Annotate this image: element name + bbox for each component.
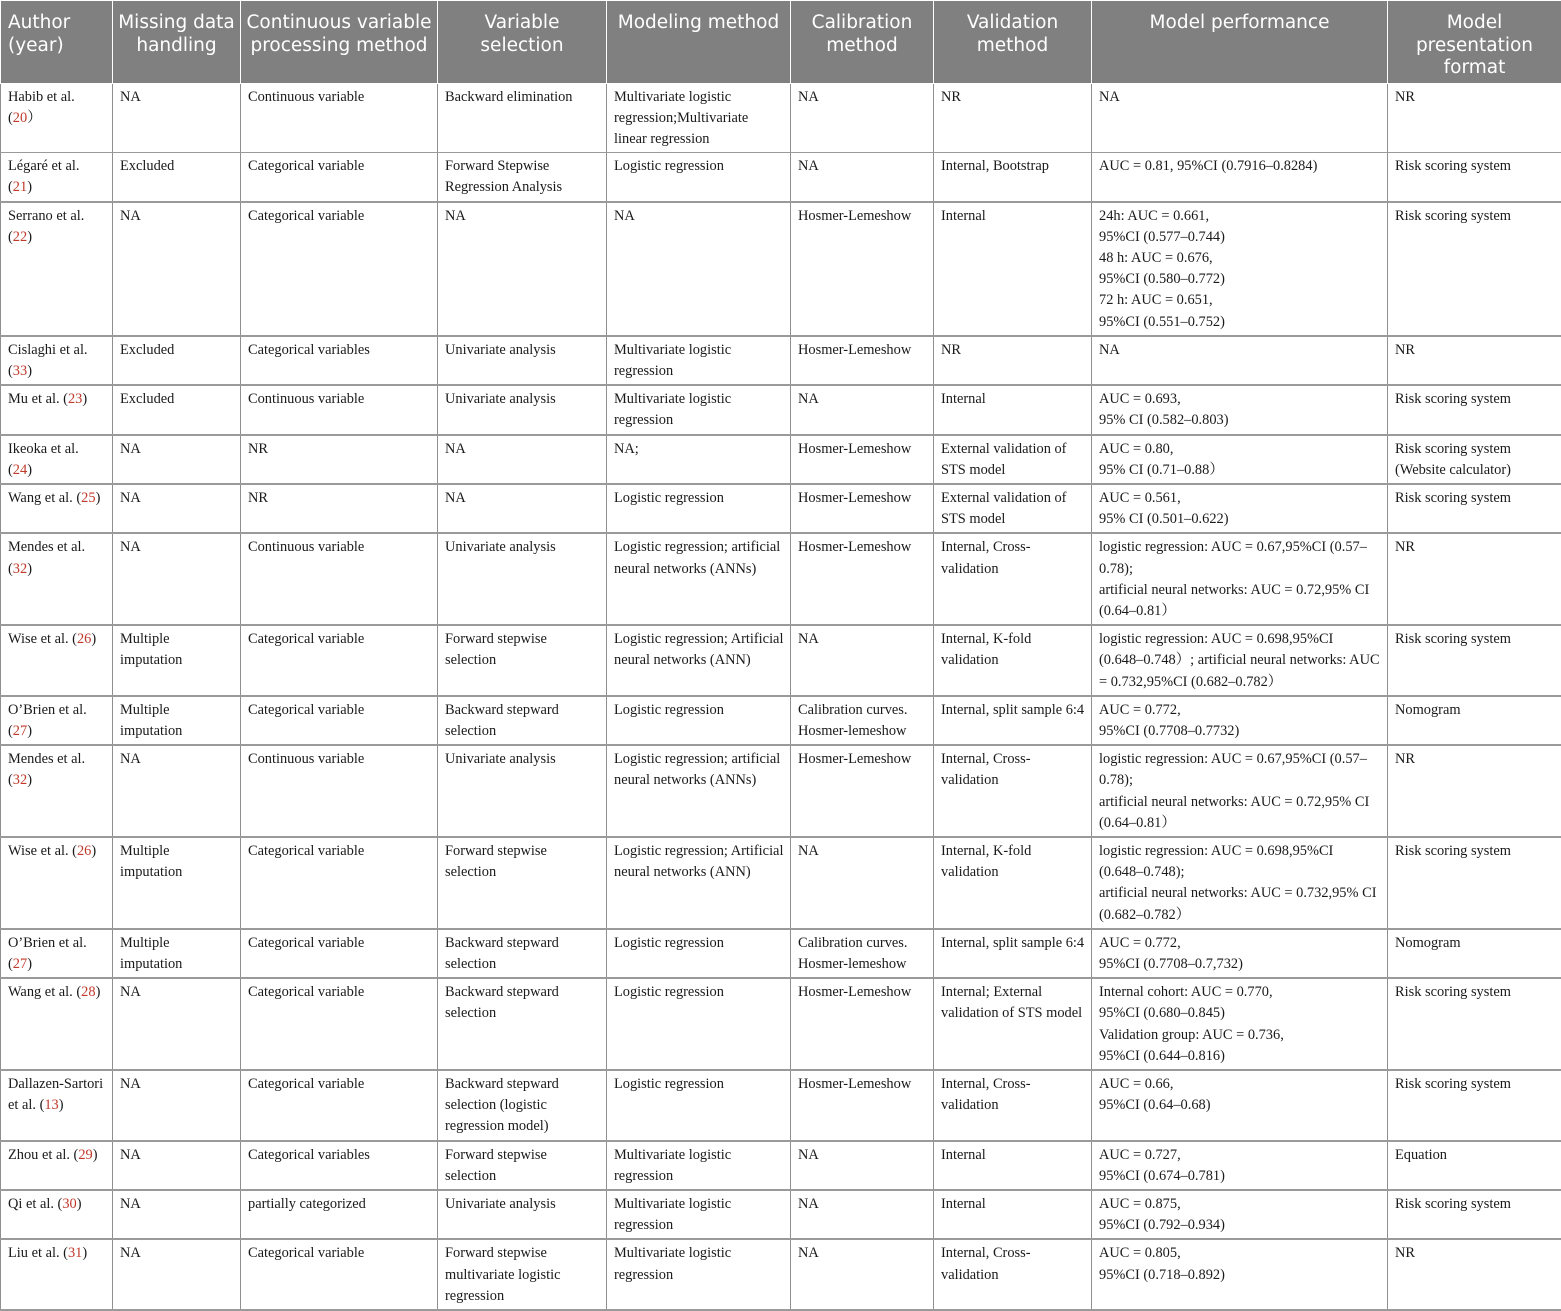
continuous-variable-cell: Continuous variable: [241, 385, 438, 434]
modeling-method-cell: Multivariate logistic regression: [607, 1141, 791, 1190]
author-cell: [1, 153, 113, 202]
continuous-variable-cell: Categorical variable: [241, 978, 438, 1070]
variable-selection-cell: Backward elimination: [438, 83, 607, 153]
performance-line: AUC = 0.875,: [1099, 1194, 1381, 1215]
author-name: Habib et al. (: [8, 89, 75, 126]
reference-link[interactable]: 29: [78, 1147, 92, 1163]
performance-line: 95% CI (0.71–0.88）: [1099, 460, 1381, 481]
presentation-format-cell: Risk scoring system: [1388, 202, 1561, 336]
validation-method-cell: Internal, K-fold validation: [934, 837, 1092, 929]
model-performance-cell: [1092, 435, 1388, 484]
presentation-format-cell: Nomogram: [1388, 929, 1561, 978]
author-name: Dallazen-Sartori et al. (: [8, 1076, 103, 1113]
modeling-method-cell: Logistic regression; Artificial neural networks (ANN): [607, 625, 791, 696]
table-row: [1, 1239, 1561, 1310]
performance-line: 48 h: AUC = 0.676,: [1099, 248, 1381, 269]
reference-link[interactable]: 26: [77, 631, 91, 647]
continuous-variable-cell: Continuous variable: [241, 745, 438, 837]
author-cell: [1, 83, 113, 153]
performance-line: artificial neural networks: AUC = 0.72,95% CI (0.64–0.81）: [1099, 580, 1381, 622]
variable-selection-cell: Univariate analysis: [438, 385, 607, 434]
reference-link[interactable]: 21: [13, 179, 27, 195]
reference-link[interactable]: 31: [68, 1245, 82, 1261]
presentation-format-cell: Equation: [1388, 1141, 1561, 1190]
presentation-format-cell: Risk scoring system: [1388, 385, 1561, 434]
modeling-method-cell: Multivariate logistic regression: [607, 385, 791, 434]
variable-selection-cell: Univariate analysis: [438, 745, 607, 837]
missing-data-cell: NA: [113, 1190, 241, 1239]
presentation-format-cell: Risk scoring system: [1388, 625, 1561, 696]
presentation-format-cell: NR: [1388, 1239, 1561, 1310]
performance-line: AUC = 0.80,: [1099, 439, 1381, 460]
reference-link[interactable]: 24: [13, 462, 27, 478]
author-suffix: ): [27, 462, 32, 478]
performance-line: 95%CI (0.551–0.752): [1099, 312, 1381, 333]
performance-line: 95%CI (0.644–0.816): [1099, 1046, 1381, 1067]
calibration-method-cell: Hosmer-Lemeshow: [791, 1070, 934, 1141]
table-row: [1, 1190, 1561, 1239]
author-name: Qi et al. (: [8, 1196, 62, 1212]
modeling-method-cell: Logistic regression: [607, 929, 791, 978]
validation-method-cell: Internal, split sample 6:4: [934, 696, 1092, 745]
author-name: Wise et al. (: [8, 843, 77, 859]
table-row: [1, 929, 1561, 978]
header-model-performance: Model performance: [1092, 1, 1388, 84]
missing-data-cell: Excluded: [113, 336, 241, 385]
variable-selection-cell: Forward stepwise selection: [438, 625, 607, 696]
presentation-format-cell: Risk scoring system: [1388, 1070, 1561, 1141]
model-performance-cell: [1092, 533, 1388, 625]
validation-method-cell: Internal: [934, 202, 1092, 336]
table-row: [1, 625, 1561, 696]
performance-line: NA: [1099, 87, 1381, 108]
author-cell: [1, 745, 113, 837]
author-cell: [1, 484, 113, 533]
table-row: [1, 202, 1561, 336]
performance-line: AUC = 0.81, 95%CI (0.7916–0.8284): [1099, 156, 1381, 177]
performance-line: 95%CI (0.7708–0.7732): [1099, 721, 1381, 742]
performance-line: 24h: AUC = 0.661,: [1099, 206, 1381, 227]
calibration-method-cell: Hosmer-Lemeshow: [791, 745, 934, 837]
validation-method-cell: Internal: [934, 1141, 1092, 1190]
author-cell: [1, 533, 113, 625]
calibration-method-cell: NA: [791, 1141, 934, 1190]
author-cell: [1, 837, 113, 929]
author-name: Mendes et al. (: [8, 751, 85, 788]
author-name: Serrano et al. (: [8, 208, 84, 245]
table-row: [1, 533, 1561, 625]
calibration-method-cell: NA: [791, 837, 934, 929]
performance-line: AUC = 0.66,: [1099, 1074, 1381, 1095]
reference-link[interactable]: 22: [13, 229, 27, 245]
continuous-variable-cell: Categorical variable: [241, 929, 438, 978]
presentation-format-cell: Risk scoring system: [1388, 837, 1561, 929]
continuous-variable-cell: Continuous variable: [241, 83, 438, 153]
calibration-method-cell: Hosmer-Lemeshow: [791, 435, 934, 484]
presentation-format-cell: NR: [1388, 336, 1561, 385]
table-row: [1, 385, 1561, 434]
performance-line: logistic regression: AUC = 0.698,95%CI (0.648–0.748）; artificial neural networks: AUC = 0.732,95%CI (0.682–0.782）: [1099, 629, 1381, 693]
table-row: [1, 1070, 1561, 1141]
header-validation-method: Validation method: [934, 1, 1092, 84]
author-suffix: ): [77, 1196, 82, 1212]
performance-line: 95%CI (0.718–0.892): [1099, 1265, 1381, 1286]
missing-data-cell: Multiple imputation: [113, 625, 241, 696]
author-suffix: ): [27, 723, 32, 739]
continuous-variable-cell: Categorical variable: [241, 1239, 438, 1310]
performance-line: 95%CI (0.7708–0.7,732): [1099, 954, 1381, 975]
reference-link[interactable]: 25: [81, 490, 95, 506]
calibration-method-cell: Calibration curves. Hosmer-lemeshow: [791, 929, 934, 978]
presentation-format-cell: Risk scoring system (Website calculator): [1388, 435, 1561, 484]
modeling-method-cell: Logistic regression; artificial neural networks (ANNs): [607, 745, 791, 837]
performance-line: Validation group: AUC = 0.736,: [1099, 1025, 1381, 1046]
missing-data-cell: NA: [113, 1141, 241, 1190]
reference-link[interactable]: 26: [77, 843, 91, 859]
calibration-method-cell: Hosmer-Lemeshow: [791, 533, 934, 625]
variable-selection-cell: Forward Stepwise Regression Analysis: [438, 153, 607, 202]
performance-line: 95%CI (0.674–0.781): [1099, 1166, 1381, 1187]
table-row: [1, 1141, 1561, 1190]
author-suffix: ): [59, 1097, 64, 1113]
performance-line: 95%CI (0.64–0.68): [1099, 1095, 1381, 1116]
validation-method-cell: External validation of STS model: [934, 435, 1092, 484]
table-row: [1, 978, 1561, 1070]
missing-data-cell: NA: [113, 978, 241, 1070]
model-performance-cell: [1092, 1141, 1388, 1190]
modeling-method-cell: Logistic regression: [607, 1070, 791, 1141]
performance-line: AUC = 0.772,: [1099, 700, 1381, 721]
performance-line: artificial neural networks: AUC = 0.72,95% CI (0.64–0.81）: [1099, 792, 1381, 834]
modeling-method-cell: Logistic regression: [607, 978, 791, 1070]
modeling-method-cell: Multivariate logistic regression;Multivariate linear regression: [607, 83, 791, 153]
table-body: [1, 83, 1561, 1310]
author-name: O’Brien et al. (: [8, 702, 87, 739]
validation-method-cell: Internal, K-fold validation: [934, 625, 1092, 696]
model-performance-cell: [1092, 929, 1388, 978]
author-suffix: ）: [27, 110, 41, 126]
header-modeling-method: Modeling method: [607, 1, 791, 84]
author-cell: [1, 435, 113, 484]
performance-line: NA: [1099, 340, 1381, 361]
missing-data-cell: NA: [113, 1070, 241, 1141]
author-cell: [1, 1070, 113, 1141]
model-performance-cell: [1092, 1070, 1388, 1141]
modeling-method-cell: NA: [607, 202, 791, 336]
modeling-method-cell: Logistic regression; artificial neural networks (ANNs): [607, 533, 791, 625]
author-suffix: ): [82, 391, 87, 407]
variable-selection-cell: NA: [438, 202, 607, 336]
calibration-method-cell: Calibration curves. Hosmer-lemeshow: [791, 696, 934, 745]
continuous-variable-cell: Categorical variable: [241, 153, 438, 202]
missing-data-cell: NA: [113, 435, 241, 484]
modeling-method-cell: Logistic regression: [607, 484, 791, 533]
author-name: Wang et al. (: [8, 490, 81, 506]
author-name: Cislaghi et al. (: [8, 342, 88, 379]
table-row: [1, 336, 1561, 385]
calibration-method-cell: NA: [791, 625, 934, 696]
header-row: [1, 1, 1561, 84]
author-name: Mu et al. (: [8, 391, 68, 407]
performance-line: AUC = 0.772,: [1099, 933, 1381, 954]
model-performance-cell: [1092, 978, 1388, 1070]
header-variable-selection: Variable selection: [438, 1, 607, 84]
reference-link[interactable]: 13: [44, 1097, 58, 1113]
variable-selection-cell: Backward stepward selection: [438, 696, 607, 745]
author-suffix: ): [27, 363, 32, 379]
model-performance-cell: [1092, 83, 1388, 153]
continuous-variable-cell: Categorical variable: [241, 625, 438, 696]
author-cell: [1, 625, 113, 696]
author-cell: [1, 1141, 113, 1190]
calibration-method-cell: Hosmer-Lemeshow: [791, 978, 934, 1070]
reference-link[interactable]: 33: [13, 363, 27, 379]
validation-method-cell: Internal; External validation of STS model: [934, 978, 1092, 1070]
continuous-variable-cell: NR: [241, 484, 438, 533]
variable-selection-cell: Univariate analysis: [438, 336, 607, 385]
table-row: [1, 484, 1561, 533]
validation-method-cell: Internal, Bootstrap: [934, 153, 1092, 202]
table-row: [1, 745, 1561, 837]
presentation-format-cell: Risk scoring system: [1388, 153, 1561, 202]
author-suffix: ): [82, 1245, 87, 1261]
modeling-method-cell: NA;: [607, 435, 791, 484]
reference-link[interactable]: 32: [13, 561, 27, 577]
continuous-variable-cell: Categorical variable: [241, 696, 438, 745]
calibration-method-cell: Hosmer-Lemeshow: [791, 336, 934, 385]
continuous-variable-cell: Continuous variable: [241, 533, 438, 625]
modeling-method-cell: Multivariate logistic regression: [607, 1239, 791, 1310]
missing-data-cell: Multiple imputation: [113, 837, 241, 929]
variable-selection-cell: Univariate analysis: [438, 533, 607, 625]
reference-link[interactable]: 27: [13, 723, 27, 739]
author-name: Liu et al. (: [8, 1245, 68, 1261]
author-suffix: ): [27, 772, 32, 788]
missing-data-cell: NA: [113, 484, 241, 533]
presentation-format-cell: Risk scoring system: [1388, 1190, 1561, 1239]
reference-link[interactable]: 20: [13, 110, 27, 126]
calibration-method-cell: NA: [791, 385, 934, 434]
presentation-format-cell: NR: [1388, 533, 1561, 625]
model-performance-cell: [1092, 837, 1388, 929]
table-row: [1, 837, 1561, 929]
author-name: O’Brien et al. (: [8, 935, 87, 972]
calibration-method-cell: NA: [791, 1239, 934, 1310]
missing-data-cell: Multiple imputation: [113, 929, 241, 978]
missing-data-cell: NA: [113, 202, 241, 336]
author-cell: [1, 696, 113, 745]
author-suffix: ): [27, 561, 32, 577]
performance-line: AUC = 0.805,: [1099, 1243, 1381, 1264]
table-row: [1, 153, 1561, 202]
performance-line: artificial neural networks: AUC = 0.732,95% CI (0.682–0.782）: [1099, 883, 1381, 925]
author-name: Légaré et al. (: [8, 158, 80, 195]
variable-selection-cell: NA: [438, 435, 607, 484]
validation-method-cell: Internal, Cross-validation: [934, 745, 1092, 837]
author-name: Wang et al. (: [8, 984, 81, 1000]
modeling-method-cell: Logistic regression: [607, 696, 791, 745]
reference-link[interactable]: 32: [13, 772, 27, 788]
validation-method-cell: Internal, Cross-validation: [934, 1239, 1092, 1310]
reference-link[interactable]: 23: [68, 391, 82, 407]
performance-line: logistic regression: AUC = 0.67,95%CI (0.57–0.78);: [1099, 749, 1381, 791]
presentation-format-cell: Risk scoring system: [1388, 484, 1561, 533]
performance-line: AUC = 0.693,: [1099, 389, 1381, 410]
presentation-format-cell: NR: [1388, 83, 1561, 153]
variable-selection-cell: Backward stepward selection: [438, 978, 607, 1070]
performance-line: Internal cohort: AUC = 0.770,: [1099, 982, 1381, 1003]
validation-method-cell: NR: [934, 83, 1092, 153]
table-row: [1, 83, 1561, 153]
model-performance-cell: [1092, 625, 1388, 696]
calibration-method-cell: Hosmer-Lemeshow: [791, 484, 934, 533]
author-suffix: ): [27, 229, 32, 245]
author-cell: [1, 336, 113, 385]
performance-line: 95%CI (0.580–0.772): [1099, 269, 1381, 290]
author-cell: [1, 202, 113, 336]
presentation-format-cell: Risk scoring system: [1388, 978, 1561, 1070]
continuous-variable-cell: Categorical variable: [241, 1070, 438, 1141]
author-name: Ikeoka et al. (: [8, 441, 79, 478]
model-performance-cell: [1092, 1190, 1388, 1239]
presentation-format-cell: Nomogram: [1388, 696, 1561, 745]
continuous-variable-cell: Categorical variables: [241, 336, 438, 385]
reference-link[interactable]: 30: [62, 1196, 76, 1212]
reference-link[interactable]: 27: [13, 956, 27, 972]
author-suffix: ): [27, 179, 32, 195]
presentation-format-cell: NR: [1388, 745, 1561, 837]
performance-line: 95%CI (0.577–0.744): [1099, 227, 1381, 248]
missing-data-cell: Excluded: [113, 385, 241, 434]
continuous-variable-cell: Categorical variable: [241, 202, 438, 336]
validation-method-cell: Internal: [934, 385, 1092, 434]
validation-method-cell: External validation of STS model: [934, 484, 1092, 533]
modeling-method-cell: Multivariate logistic regression: [607, 1190, 791, 1239]
continuous-variable-cell: partially categorized: [241, 1190, 438, 1239]
validation-method-cell: Internal: [934, 1190, 1092, 1239]
modeling-method-cell: Logistic regression; Artificial neural networks (ANN): [607, 837, 791, 929]
author-suffix: ): [96, 490, 101, 506]
calibration-method-cell: NA: [791, 83, 934, 153]
performance-line: 95% CI (0.501–0.622): [1099, 509, 1381, 530]
validation-method-cell: Internal, split sample 6:4: [934, 929, 1092, 978]
missing-data-cell: Multiple imputation: [113, 696, 241, 745]
validation-method-cell: NR: [934, 336, 1092, 385]
performance-line: 95% CI (0.582–0.803): [1099, 410, 1381, 431]
modeling-method-cell: Multivariate logistic regression: [607, 336, 791, 385]
model-performance-cell: [1092, 696, 1388, 745]
header-presentation-format: Model presentation format: [1388, 1, 1561, 84]
continuous-variable-cell: Categorical variable: [241, 837, 438, 929]
author-suffix: ): [91, 631, 96, 647]
missing-data-cell: NA: [113, 83, 241, 153]
missing-data-cell: NA: [113, 1239, 241, 1310]
header-continuous-variable: Continuous variable processing method: [241, 1, 438, 84]
author-cell: [1, 385, 113, 434]
author-suffix: ): [96, 984, 101, 1000]
header-author: Author (year): [1, 1, 113, 84]
missing-data-cell: NA: [113, 533, 241, 625]
variable-selection-cell: Forward stepwise selection: [438, 1141, 607, 1190]
calibration-method-cell: NA: [791, 153, 934, 202]
performance-line: logistic regression: AUC = 0.67,95%CI (0.57–0.78);: [1099, 537, 1381, 579]
model-performance-cell: [1092, 1239, 1388, 1310]
table-row: [1, 696, 1561, 745]
model-performance-cell: [1092, 153, 1388, 202]
performance-line: 72 h: AUC = 0.651,: [1099, 290, 1381, 311]
validation-method-cell: Internal, Cross-validation: [934, 533, 1092, 625]
calibration-method-cell: Hosmer-Lemeshow: [791, 202, 934, 336]
validation-method-cell: Internal, Cross-validation: [934, 1070, 1092, 1141]
variable-selection-cell: Univariate analysis: [438, 1190, 607, 1239]
author-suffix: ): [91, 843, 96, 859]
variable-selection-cell: Backward stepward selection: [438, 929, 607, 978]
performance-line: AUC = 0.561,: [1099, 488, 1381, 509]
author-cell: [1, 1190, 113, 1239]
author-cell: [1, 978, 113, 1070]
header-calibration-method: Calibration method: [791, 1, 934, 84]
author-suffix: ): [93, 1147, 98, 1163]
modeling-method-cell: Logistic regression: [607, 153, 791, 202]
table-row: [1, 435, 1561, 484]
variable-selection-cell: NA: [438, 484, 607, 533]
performance-line: AUC = 0.727,: [1099, 1145, 1381, 1166]
author-cell: [1, 929, 113, 978]
model-performance-cell: [1092, 202, 1388, 336]
continuous-variable-cell: NR: [241, 435, 438, 484]
performance-line: 95%CI (0.680–0.845): [1099, 1003, 1381, 1024]
model-performance-cell: [1092, 385, 1388, 434]
model-performance-cell: [1092, 745, 1388, 837]
variable-selection-cell: Forward stepwise selection: [438, 837, 607, 929]
performance-line: logistic regression: AUC = 0.698,95%CI (0.648–0.748);: [1099, 841, 1381, 883]
missing-data-cell: Excluded: [113, 153, 241, 202]
author-suffix: ): [27, 956, 32, 972]
continuous-variable-cell: Categorical variables: [241, 1141, 438, 1190]
author-cell: [1, 1239, 113, 1310]
model-performance-cell: [1092, 336, 1388, 385]
author-name: Zhou et al. (: [8, 1147, 78, 1163]
author-name: Mendes et al. (: [8, 539, 85, 576]
performance-line: 95%CI (0.792–0.934): [1099, 1215, 1381, 1236]
calibration-method-cell: NA: [791, 1190, 934, 1239]
model-performance-cell: [1092, 484, 1388, 533]
header-missing-data: Missing data handling: [113, 1, 241, 84]
reference-link[interactable]: 28: [81, 984, 95, 1000]
author-name: Wise et al. (: [8, 631, 77, 647]
variable-selection-cell: Forward stepwise multivariate logistic regression: [438, 1239, 607, 1310]
variable-selection-cell: Backward stepward selection (logistic regression model): [438, 1070, 607, 1141]
missing-data-cell: NA: [113, 745, 241, 837]
